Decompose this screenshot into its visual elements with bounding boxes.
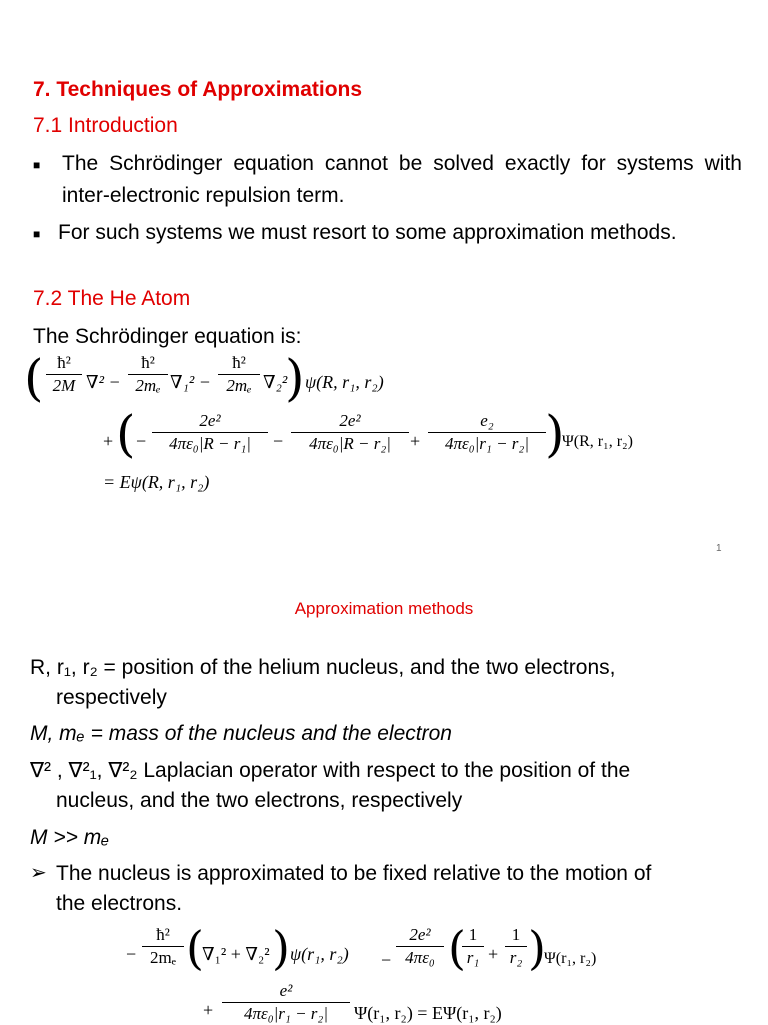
fraction-2e2-4pieps: $\frac{\text{2e²}}{\text{4πε₀}}$ (396, 924, 444, 969)
left-paren: ( (24, 349, 44, 407)
wavefunction: Ψ(r₁, r₂) (544, 950, 597, 967)
right-paren: ) (528, 921, 546, 975)
left-paren: ( (186, 921, 204, 975)
bullet-square-icon: ■ (33, 227, 41, 241)
wavefunction: ψ(r₁, r₂) (290, 944, 349, 964)
fraction-electron-electron: $\frac{\text{e₂}}{\text{4πε₀|r₁ − r₂|}}$ (428, 410, 546, 455)
fraction-hbar-2me: $\frac{\text{ħ²}}{\text{2mₑ}}$ (142, 924, 184, 969)
plus-sign: + (103, 431, 114, 451)
left-paren: ( (116, 405, 136, 463)
right-paren: ) (285, 349, 305, 407)
left-paren: ( (448, 921, 466, 975)
fraction-electron-repulsion: $\frac{\text{e²}}{\text{4πε₀|r₁ − r₂|}}$ (222, 980, 350, 1025)
paragraph-mass-ratio: M >> mₑ (30, 826, 110, 849)
plus-sign: + (203, 1000, 214, 1020)
fraction-hbar-2me-1: $\frac{\text{ħ²}}{\text{2mₑ}}$ (128, 352, 168, 397)
plus-sign: + (410, 431, 421, 451)
equation-rhs: Ψ(r₁, r₂) = EΨ(r₁, r₂) (354, 1003, 502, 1023)
fraction-hbar-2me-2: $\frac{\text{ħ²}}{\text{2mₑ}}$ (218, 352, 260, 397)
equation-rhs: = Eψ(R, r₁, r₂) (103, 472, 210, 492)
minus-sign: − (126, 944, 137, 964)
section-heading-introduction: 7.1 Introduction (33, 114, 178, 137)
section-heading-he-atom: 7.2 The He Atom (33, 287, 191, 310)
term-nabla: ∇² − (86, 372, 121, 392)
minus-sign: − (381, 950, 392, 970)
paragraph-positions: R, r₁, r₂ = position of the helium nucleus, and the two electrons, respectively (30, 656, 616, 709)
right-paren: ) (272, 921, 290, 975)
plus-sign: + (488, 944, 499, 964)
bullet-text-1: The Schrödinger equation cannot be solved exactly for systems with inter-electronic repulsion term. (62, 152, 742, 207)
wavefunction: Ψ(R, r₁, r₂) (562, 433, 633, 450)
bullet-square-icon: ■ (33, 158, 41, 172)
paragraph-masses: M, mₑ = mass of the nucleus and the electron (30, 722, 452, 745)
laplacian-sum: ∇₁² + ∇₂² (202, 944, 270, 964)
slide-footer: Approximation methods (294, 599, 474, 618)
equation-intro: The Schrödinger equation is: (33, 325, 302, 348)
bullet-text-2: For such systems we must resort to some approximation methods. (58, 221, 677, 244)
fraction-nucleus-electron-2: $\frac{\text{2e²}}{\text{4πε₀|R − r₂|}}$ (291, 410, 409, 455)
term-nabla-1: ∇₁² − (170, 372, 211, 392)
paragraph-laplacian: ∇² , ∇²₁, ∇²₂ Laplacian operator with respect to the position of the nucleus, and the two electrons, respectively (30, 759, 631, 812)
paragraph-fixed-nucleus: The nucleus is approximated to be fixed relative to the motion of the electrons. (56, 862, 652, 915)
minus-sign: − (273, 431, 284, 451)
fraction-1-r1: $\frac{1}{\text{r₁}}$ (462, 924, 484, 969)
fraction-1-r2: $\frac{1}{\text{r₂}}$ (505, 924, 527, 969)
wavefunction: ψ(R, r₁, r₂) (305, 372, 384, 392)
fraction-nucleus-electron-1: $\frac{\text{2e²}}{\text{4πε₀|R − r₁|}}$ (152, 410, 268, 455)
arrow-bullet-icon: ➢ (30, 862, 47, 884)
slide-title: 7. Techniques of Approximations (33, 78, 363, 101)
right-paren: ) (545, 405, 565, 463)
term-nabla-2: ∇₂² (263, 372, 288, 392)
minus-sign: − (136, 431, 147, 451)
page-number: 1 (716, 543, 722, 554)
fraction-hbar-2M: $\frac{\text{ħ²}}{2M}$ (46, 352, 82, 397)
